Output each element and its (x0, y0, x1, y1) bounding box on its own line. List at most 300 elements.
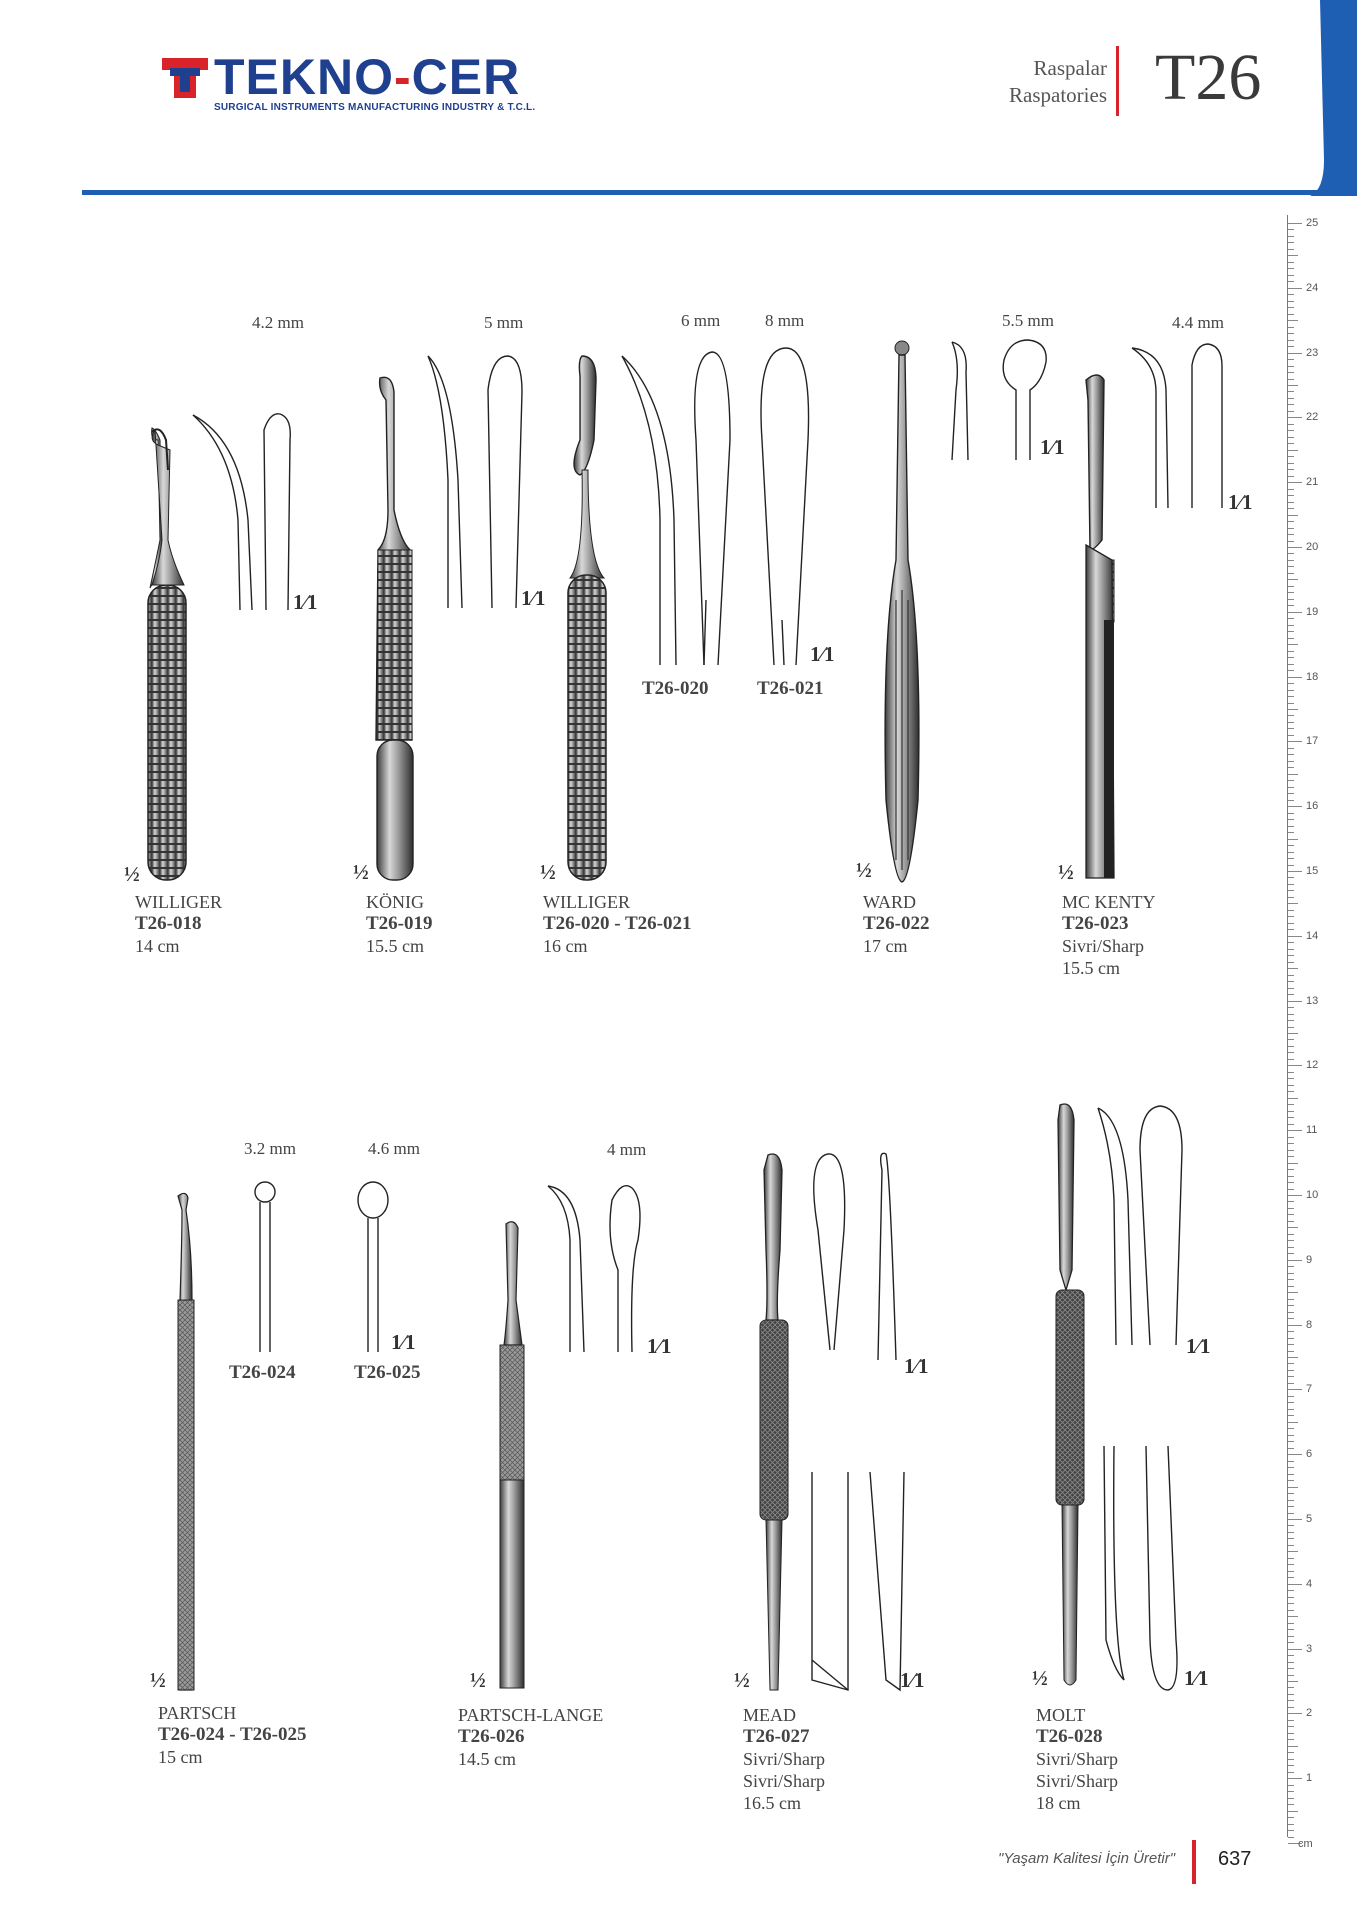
ruler-tick (1288, 955, 1294, 956)
scale-half: ½ (1032, 1666, 1048, 1690)
scale-full: 1⁄1 (293, 590, 318, 614)
ruler-number: 12 (1306, 1059, 1319, 1072)
ruler-tick (1288, 625, 1294, 626)
scale-full: 1⁄1 (900, 1668, 925, 1692)
ruler-tick (1288, 242, 1294, 243)
ruler-tick (1288, 1610, 1294, 1611)
ruler-tick (1288, 605, 1294, 606)
ruler-number: 13 (1306, 994, 1319, 1007)
ruler-tick (1288, 1694, 1294, 1695)
ruler-tick (1288, 1059, 1294, 1060)
product-length: 14 cm (135, 936, 180, 956)
product-caption-t26-022 (863, 891, 930, 957)
ruler-tick (1288, 1474, 1294, 1475)
ruler-tick (1288, 547, 1302, 548)
ruler-tick (1288, 502, 1294, 503)
product-name: WARD (863, 892, 916, 912)
detail-t26-023 (1132, 344, 1222, 508)
ruler-tick (1288, 728, 1294, 729)
product-name: PARTSCH-LANGE (458, 1705, 604, 1725)
ruler-tick (1288, 845, 1294, 846)
ruler-tick (1288, 553, 1294, 554)
ruler-number: 18 (1306, 670, 1319, 683)
ruler-tick (1288, 774, 1298, 775)
ruler-tick (1288, 1681, 1298, 1682)
ruler-tick (1288, 398, 1294, 399)
ruler-tick (1288, 294, 1294, 295)
ruler-tick (1288, 1351, 1294, 1352)
ruler-tick (1288, 761, 1294, 762)
product-length: 17 cm (863, 936, 908, 956)
product-code: T26-020 - T26-021 (543, 913, 692, 934)
product-caption-t26-026 (458, 1704, 603, 1770)
instrument-t26-018 (148, 428, 186, 880)
ruler-tick (1288, 1778, 1302, 1779)
ruler-tick (1288, 1376, 1294, 1377)
ruler-tick (1288, 1331, 1294, 1332)
ruler-tick (1288, 1143, 1294, 1144)
ruler-tick (1288, 1584, 1302, 1585)
ruler-tick (1288, 1292, 1298, 1293)
scale-half: ½ (734, 1668, 750, 1692)
product-code: T26-023 (1062, 913, 1129, 934)
product-caption-t26-023 (1062, 891, 1156, 979)
ruler-tick (1288, 1506, 1294, 1507)
ruler-tick (1288, 223, 1302, 224)
ruler-number: 5 (1306, 1513, 1313, 1525)
ruler-tick (1288, 1221, 1294, 1222)
page-number: 637 (1218, 1848, 1252, 1870)
ruler-tick (1288, 877, 1294, 878)
ruler-tick (1288, 858, 1294, 859)
detail-code-label: T26-021 (757, 678, 824, 699)
brand-name: TEKNO-CER (214, 49, 521, 105)
ruler-tick (1288, 968, 1298, 969)
ruler-tick (1288, 1428, 1294, 1429)
ruler-tick (1288, 320, 1298, 321)
ruler-tick (1288, 450, 1298, 451)
ruler-tick (1288, 975, 1294, 976)
ruler-tick (1288, 981, 1294, 982)
ruler-number: 10 (1306, 1189, 1319, 1201)
scale-half: ½ (1058, 860, 1074, 884)
ruler-tick (1288, 359, 1294, 360)
ruler-tick (1288, 482, 1302, 483)
ruler-tick (1288, 430, 1294, 431)
measure-label: 4.6 mm (368, 1139, 420, 1158)
ruler-tick (1288, 411, 1294, 412)
ruler-tick (1288, 1759, 1294, 1760)
instrument-t26-026 (500, 1222, 524, 1688)
ruler-tick (1288, 806, 1302, 807)
product-length: 15.5 cm (366, 936, 424, 956)
instrument-t26-028 (1056, 1104, 1084, 1685)
ruler-tick (1288, 262, 1294, 263)
ruler-tick (1288, 1649, 1302, 1650)
category-title-en: Raspatories (1009, 83, 1107, 107)
ruler-tick (1288, 1370, 1294, 1371)
ruler-tick (1288, 372, 1294, 373)
ruler-tick (1288, 852, 1294, 853)
category-title-tr: Raspalar (1033, 56, 1107, 80)
ruler-tick (1288, 1001, 1302, 1002)
ruler-tick (1288, 560, 1294, 561)
ruler-tick (1288, 1830, 1294, 1831)
ruler-tick (1288, 1338, 1294, 1339)
measure-label: 8 mm (765, 311, 805, 330)
ruler-tick (1288, 839, 1298, 840)
ruler-tick (1288, 916, 1294, 917)
ruler-tick (1288, 1713, 1302, 1714)
ruler-tick (1288, 1052, 1294, 1053)
ruler-number: 14 (1306, 929, 1319, 942)
ruler-tick (1288, 1415, 1294, 1416)
detail-t26-028 (1098, 1106, 1182, 1690)
ruler-tick (1288, 690, 1294, 691)
ruler-tick (1288, 353, 1302, 354)
ruler-tick (1288, 638, 1294, 639)
ruler-tick (1288, 1448, 1294, 1449)
scale-full: 1⁄1 (1186, 1334, 1211, 1358)
instrument-t26-020 (568, 356, 606, 880)
ruler-tick (1288, 1201, 1294, 1202)
ruler-tick (1288, 404, 1294, 405)
ruler-tick (1288, 1176, 1294, 1177)
ruler-tick (1288, 1746, 1298, 1747)
ruler-tick (1288, 1234, 1294, 1235)
ruler-tick (1288, 1318, 1294, 1319)
ruler-number: 1 (1306, 1772, 1313, 1785)
ruler-number: 19 (1306, 605, 1319, 618)
ruler-number: 17 (1306, 735, 1319, 748)
ruler-tick (1288, 741, 1302, 742)
ruler-tick (1288, 651, 1294, 652)
scale-full: 1⁄1 (904, 1354, 929, 1378)
ruler-tick (1288, 1765, 1294, 1766)
ruler-tick (1288, 631, 1294, 632)
detail-t26-026 (548, 1186, 640, 1352)
ruler-tick (1288, 1675, 1294, 1676)
ruler-number: 20 (1306, 541, 1319, 553)
ruler-tick (1288, 1027, 1294, 1028)
ruler-tick (1288, 1597, 1294, 1598)
product-caption-t26-028 (1036, 1704, 1118, 1814)
ruler-tick (1288, 1422, 1298, 1423)
detail-code-label: T26-025 (354, 1362, 421, 1383)
ruler-tick (1288, 994, 1294, 995)
ruler-tick (1288, 314, 1294, 315)
product-note-2: Sivri/Sharp (743, 1771, 826, 1791)
ruler-tick (1288, 1772, 1294, 1773)
ruler-tick (1288, 703, 1294, 704)
ruler-tick (1288, 936, 1302, 937)
scale-full: 1⁄1 (1228, 490, 1253, 514)
ruler-tick (1288, 385, 1298, 386)
ruler-number: 21 (1306, 476, 1319, 489)
ruler-tick (1288, 1538, 1294, 1539)
ruler-tick (1288, 1279, 1294, 1280)
ruler-tick (1288, 949, 1294, 950)
scale-full: 1⁄1 (647, 1334, 672, 1358)
ruler-tick (1288, 1642, 1294, 1643)
ruler-tick (1288, 677, 1302, 678)
ruler-tick (1288, 1065, 1302, 1066)
ruler-tick (1288, 515, 1298, 516)
footer-slogan: "Yaşam Kalitesi İçin Üretir" (998, 1850, 1176, 1867)
detail-code-label: T26-024 (229, 1362, 296, 1383)
ruler-tick (1288, 379, 1294, 380)
detail-t26-027 (812, 1153, 904, 1690)
ruler-tick (1288, 1039, 1294, 1040)
ruler-tick (1288, 1208, 1294, 1209)
ruler-tick (1288, 1305, 1294, 1306)
detail-t26-025 (358, 1182, 388, 1352)
ruler-tick (1288, 1525, 1294, 1526)
ruler-tick (1288, 1344, 1294, 1345)
product-length: 15 cm (158, 1747, 203, 1767)
ruler-tick (1288, 1046, 1294, 1047)
product-caption-t26-024-025 (158, 1702, 306, 1768)
product-name: KÖNIG (366, 892, 424, 912)
scale-full: 1⁄1 (391, 1330, 416, 1354)
ruler-tick (1288, 528, 1294, 529)
ruler-tick (1288, 670, 1294, 671)
scale-half: ½ (150, 1668, 166, 1692)
detail-t26-020 (622, 352, 730, 665)
ruler-tick (1288, 1104, 1294, 1105)
ruler-tick (1288, 1435, 1294, 1436)
ruler-tick (1288, 1150, 1294, 1151)
ruler-tick (1288, 897, 1294, 898)
ruler-tick (1288, 1655, 1294, 1656)
product-code: T26-028 (1036, 1726, 1103, 1747)
ruler-tick (1288, 579, 1298, 580)
ruler-tick (1288, 1467, 1294, 1468)
ruler-tick (1288, 566, 1294, 567)
ruler-tick (1288, 962, 1294, 963)
ruler-tick (1288, 1454, 1302, 1455)
instrument-t26-023 (1086, 375, 1114, 878)
ruler-tick (1288, 709, 1298, 710)
category-code: T26 (1155, 41, 1262, 114)
ruler-tick (1288, 443, 1294, 444)
ruler-tick (1288, 800, 1294, 801)
measure-label: 4.4 mm (1172, 313, 1224, 332)
product-caption-t26-018 (135, 891, 222, 957)
ruler-number: 25 (1306, 217, 1319, 229)
ruler-tick (1288, 1266, 1294, 1267)
product-length: 15.5 cm (1062, 958, 1120, 978)
measure-label: 6 mm (681, 311, 721, 330)
instrument-t26-024 (178, 1193, 194, 1690)
ruler-tick (1288, 1590, 1294, 1591)
ruler-tick (1288, 1603, 1294, 1604)
ruler-tick (1288, 346, 1294, 347)
ruler-tick (1288, 508, 1294, 509)
ruler-tick (1288, 1616, 1298, 1617)
ruler-tick (1288, 1389, 1302, 1390)
detail-t26-022 (952, 340, 1046, 460)
product-length: 14.5 cm (458, 1749, 516, 1769)
ruler-unit: cm (1298, 1838, 1313, 1850)
ruler-tick (1288, 1383, 1294, 1384)
ruler-tick (1288, 366, 1294, 367)
ruler-tick (1288, 424, 1294, 425)
ruler-tick (1288, 884, 1294, 885)
product-note-2: Sivri/Sharp (1036, 1771, 1119, 1791)
ruler-tick (1288, 599, 1294, 600)
scale-half: ½ (124, 862, 140, 886)
ruler-tick (1288, 456, 1294, 457)
product-caption-t26-027 (743, 1704, 825, 1814)
ruler-tick (1288, 715, 1294, 716)
scale-full: 1⁄1 (521, 586, 546, 610)
ruler-number: 8 (1306, 1318, 1313, 1331)
ruler-tick (1288, 696, 1294, 697)
detail-t26-021 (761, 348, 809, 665)
ruler-tick (1288, 1513, 1294, 1514)
ruler-tick (1288, 1124, 1294, 1125)
ruler-tick (1288, 1357, 1298, 1358)
ruler-tick (1288, 722, 1294, 723)
ruler-tick (1288, 1286, 1294, 1287)
product-code: T26-019 (366, 913, 433, 934)
ruler-tick (1288, 1726, 1294, 1727)
ruler-tick (1288, 1558, 1294, 1559)
ruler-tick (1288, 942, 1294, 943)
product-name: MC KENTY (1062, 892, 1156, 912)
ruler-tick (1288, 495, 1294, 496)
detail-code-label: T26-020 (642, 678, 709, 699)
ruler-tick (1288, 1636, 1294, 1637)
ruler-tick (1288, 476, 1294, 477)
ruler-tick (1288, 1577, 1294, 1578)
scale-half: ½ (856, 858, 872, 882)
scale-full: 1⁄1 (810, 642, 835, 666)
product-caption-t26-020-021 (543, 891, 691, 957)
ruler-tick (1288, 735, 1294, 736)
ruler-tick (1288, 268, 1294, 269)
ruler-tick (1288, 1752, 1294, 1753)
ruler-tick (1288, 826, 1294, 827)
ruler-tick (1288, 281, 1294, 282)
measure-label: 5.5 mm (1002, 311, 1054, 330)
product-name: PARTSCH (158, 1703, 237, 1723)
ruler-tick (1288, 1260, 1302, 1261)
ruler-tick (1288, 1111, 1294, 1112)
product-note: Sivri/Sharp (743, 1749, 826, 1769)
ruler-tick (1288, 333, 1294, 334)
ruler-number: 16 (1306, 800, 1319, 813)
ruler-tick (1288, 340, 1294, 341)
product-code: T26-027 (743, 1726, 810, 1747)
ruler-tick (1288, 1299, 1294, 1300)
scale-half: ½ (353, 860, 369, 884)
scale-half: ½ (540, 860, 556, 884)
ruler-tick (1288, 832, 1294, 833)
ruler-tick (1288, 1817, 1294, 1818)
ruler-tick (1288, 1396, 1294, 1397)
ruler-tick (1288, 1195, 1302, 1196)
ruler-tick (1288, 307, 1294, 308)
ruler-tick (1288, 1014, 1294, 1015)
ruler-tick (1288, 657, 1294, 658)
ruler-tick (1288, 871, 1302, 872)
ruler-tick (1288, 1785, 1294, 1786)
ruler-tick (1288, 417, 1302, 418)
ruler-tick (1288, 1739, 1294, 1740)
ruler-tick (1288, 489, 1294, 490)
ruler-tick (1288, 1804, 1294, 1805)
ruler-tick (1288, 1629, 1294, 1630)
ruler-tick (1288, 1007, 1294, 1008)
product-note: Sivri/Sharp (1036, 1749, 1119, 1769)
ruler-number: 3 (1306, 1642, 1313, 1655)
ruler-tick (1288, 1493, 1294, 1494)
ruler-tick (1288, 586, 1294, 587)
instrument-t26-027 (760, 1154, 788, 1690)
ruler-tick (1288, 1545, 1294, 1546)
ruler-tick (1288, 1189, 1294, 1190)
ruler-tick (1288, 1687, 1294, 1688)
ruler-tick (1288, 229, 1294, 230)
ruler-tick (1288, 929, 1294, 930)
ruler-number: 15 (1306, 865, 1319, 877)
ruler-number: 24 (1306, 281, 1319, 294)
ruler-tick (1288, 521, 1294, 522)
ruler-number: 7 (1306, 1383, 1313, 1396)
ruler-number: 9 (1306, 1253, 1313, 1266)
product-length: 16.5 cm (743, 1793, 801, 1813)
ruler-tick (1288, 301, 1294, 302)
ruler-tick (1288, 249, 1294, 250)
product-code: T26-022 (863, 913, 930, 934)
ruler-tick (1288, 1312, 1294, 1313)
ruler-tick (1288, 1273, 1294, 1274)
ruler-tick (1288, 644, 1298, 645)
ruler-tick (1288, 592, 1294, 593)
ruler-tick (1288, 1811, 1298, 1812)
ruler-tick (1288, 1532, 1294, 1533)
ruler-tick (1288, 1824, 1294, 1825)
measure-label: 4.2 mm (252, 313, 304, 332)
product-name: MOLT (1036, 1705, 1086, 1725)
ruler-tick (1288, 910, 1294, 911)
ruler-tick (1288, 1130, 1302, 1131)
brand-subtitle: SURGICAL INSTRUMENTS MANUFACTURING INDUSTRY & T.C.L. (214, 102, 536, 113)
ruler-tick (1288, 1461, 1294, 1462)
ruler-tick (1288, 1402, 1294, 1403)
ruler-tick (1288, 573, 1294, 574)
ruler-tick (1288, 1214, 1294, 1215)
ruler-tick (1288, 1325, 1302, 1326)
ruler-tick (1288, 1798, 1294, 1799)
measure-label: 5 mm (484, 313, 524, 332)
ruler-tick (1288, 1182, 1294, 1183)
footer-divider (1192, 1840, 1196, 1884)
ruler-tick (1288, 469, 1294, 470)
ruler-tick (1288, 1662, 1294, 1663)
ruler-number: 11 (1306, 1124, 1318, 1137)
ruler-tick (1288, 683, 1294, 684)
product-length: 18 cm (1036, 1793, 1081, 1813)
product-code: T26-026 (458, 1726, 525, 1747)
ruler-tick (1288, 754, 1294, 755)
product-name: MEAD (743, 1705, 796, 1725)
ruler-tick (1288, 1253, 1294, 1254)
ruler-tick (1288, 1571, 1294, 1572)
ruler-number: 23 (1306, 346, 1319, 359)
